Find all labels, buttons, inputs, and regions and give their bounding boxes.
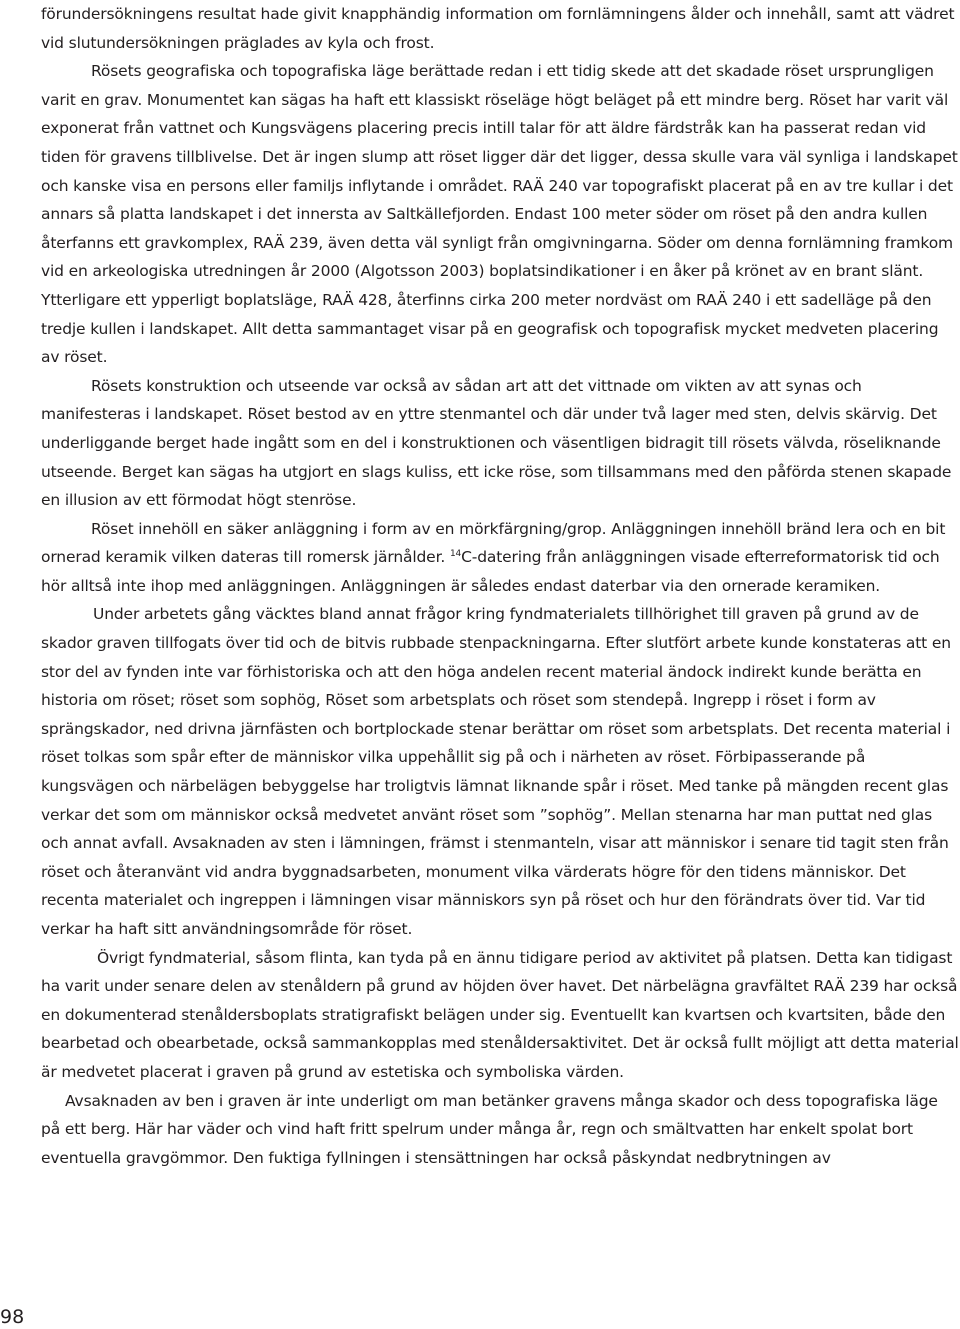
page-number: 98 bbox=[0, 1306, 25, 1328]
paragraph-4-text-before: Röset innehöll en säker anläggning i form av en mörkfärgning/grop. Anläggningen innehöll bränd lera och en bit ornerad keramik vilken dateras till romersk järnålder. bbox=[41, 519, 946, 567]
body-text bbox=[41, 0, 959, 1172]
paragraph-5: Under arbetets gång väcktes bland annat frågor kring fyndmaterialets tillhörighet till graven på grund av de skador graven tillfogats över tid och de bitvis rubbade stenpackningarna. Efter slutfört arbete kunde konstateras att en stor del av fynden inte var förhistoriska och att den höga andelen recent material ändock indirekt kunde berätta en historia om röset; röset som sophög, Röset som arbetsplats och röset som stendepå. Ingrepp i röset i form av sprängskador, ned drivna järnfästen och bortplockade stenar berättar om röset som arbetsplats. Det recenta material i röset tolkas som spår efter de människor vilka uppehållit sig på och i närheten av röset. Förbipasserande på kungsvägen och närbelägen bebyggelse har troligtvis lämnat liknande spår i röset. Med tanke på mängden recent glas verkar det som om människor också medvetet använt röset som ”sophög”. Mellan stenarna har man puttat ned glas och annat avfall. Avsaknaden av sten i lämningen, främst i stenmanteln, visar att människor i senare tid tagit sten från röset och återanvänt vid andra byggnadsarbeten, monument vilka värderats högre för den tidens människor. Det recenta materialet och ingreppen i lämningen visar människors syn på röset och hur den förändrats över tid. Var tid verkar ha haft sitt användningsområde för röset. bbox=[41, 605, 951, 938]
paragraph-4-text-after: C-datering från anläggningen visade efterreformatorisk tid och hör alltså inte ihop med anläggningen. Anläggningen är således endast daterbar via den ornerade keramiken. bbox=[41, 548, 940, 595]
paragraph-6: Övrigt fyndmaterial, såsom flinta, kan tyda på en ännu tidigare period av aktivitet på platsen. Detta kan tidigast ha varit under senare delen av stenåldern på grund av höjden över havet. Det närbelägna gravfältet RAÄ 239 har också en dokumenterad stenåldersboplats stratigrafiskt belägen under sig. Eventuellt kan kvartsen och kvartsiten, både den bearbetad och obearbetade, också sammankopplas med stenåldersaktivitet. Det är också fullt möjligt att detta material är medvetet placerat i graven på grund av estetiska och symboliska värden. bbox=[41, 948, 959, 1081]
paragraph-4 bbox=[41, 515, 959, 601]
paragraph-2: Rösets geografiska och topografiska läge berättade redan i ett tidig skede att det skadade röset ursprungligen varit en grav. Monumentet kan sägas ha haft ett klassiskt röseläge högt beläget på ett mindre berg. Röset har varit väl exponerat från vattnet och Kungsvägens placering precis intill talar för att äldre färdstråk kan ha passerat redan vid tiden för gravens tillblivelse. Det är ingen slump att röset ligger där det ligger, dessa skulle vara väl synliga i landskapet och kanske visa en persons eller familjs inflytande i området. RAÄ 240 var topografiskt placerat på en av tre kullar i det annars så platta landskapet i det innersta av Saltkällefjorden. Endast 100 meter söder om röset på den andra kullen återfanns ett gravkomplex, RAÄ 239, även detta väl synligt från omgivningarna. Söder om denna fornlämning framkom vid en arkeologiska utredningen år 2000 (Algotsson 2003) boplatsindikationer i en åker på krönet av en brant slänt. Ytterligare ett ypperligt boplatsläge, RAÄ 428, återfinns cirka 200 meter nordväst om RAÄ 240 i ett sadelläge på den tredje kullen i landskapet. Allt detta sammantaget visar på en geografisk och topografisk mycket medveten placering av röset. bbox=[41, 62, 958, 367]
paragraph-7: Avsaknaden av ben i graven är inte underligt om man betänker gravens många skador och dess topografiska läge på ett berg. Här har väder och vind haft fritt spelrum under många år, regn och smältvatten har enkelt spolat bort eventuella gravgömmor. Den fuktiga fyllningen i stensättningen har också påskyndat nedbrytningen av bbox=[41, 1091, 938, 1167]
superscript-14: 14 bbox=[449, 549, 462, 560]
paragraph-3: Rösets konstruktion och utseende var också av sådan art att det vittnade om vikten av att synas och manifesteras i landskapet. Röset bestod av en yttre stenmantel och där under två lager med sten, delvis skärvig. Det underliggande berget hade ingått som en del i konstruktionen och väsentligen bidragit till rösets välvda, röseliknande utseende. Berget kan sägas ha utgjort en slags kuliss, ett icke röse, som tillsammans med den påförda stenen skapade en illusion av ett förmodat högt stenröse. bbox=[41, 376, 952, 510]
paragraph-1: förundersökningens resultat hade givit knapphändig information om fornlämningens ålder och innehåll, samt att vädret vid slutundersökningen präglades av kyla och frost. bbox=[41, 5, 955, 52]
